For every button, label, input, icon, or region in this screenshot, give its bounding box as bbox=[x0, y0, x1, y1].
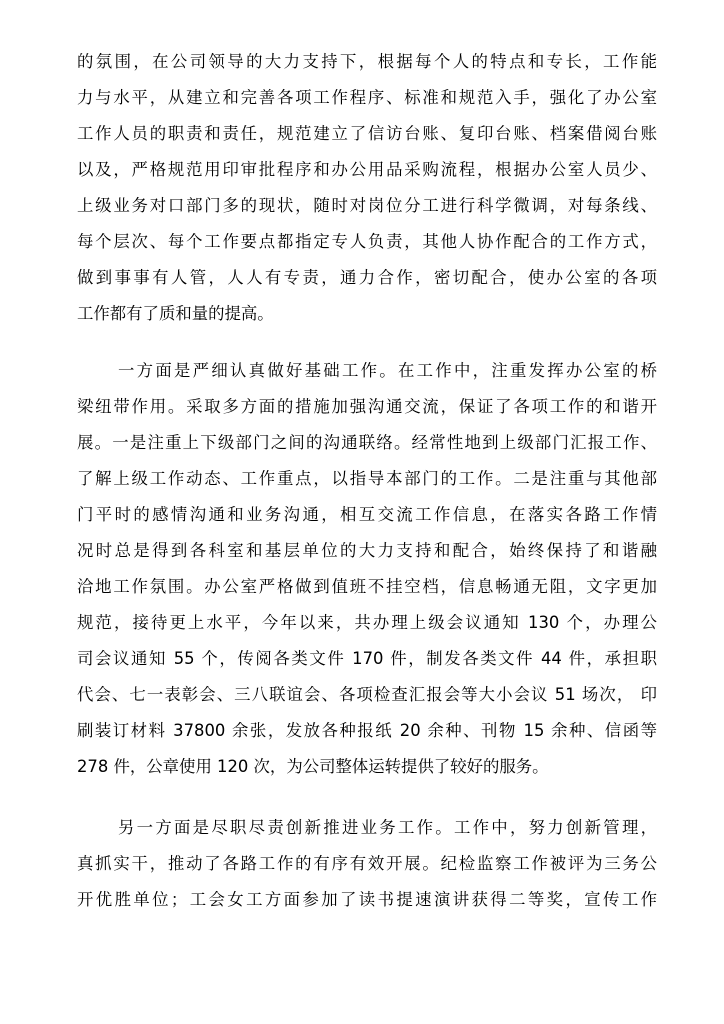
paragraph-line: 刷装订材料 37800 余张，发放各种报纸 20 余种、刊物 15 余种、信函等 bbox=[77, 721, 657, 740]
paragraph-line: 另一方面是尽职尽责创新推进业务工作。工作中，努力创新管理， bbox=[118, 818, 657, 837]
paragraph-line: 了解上级工作动态、工作重点，以指导本部门的工作。二是注重与其他部 bbox=[77, 469, 657, 488]
paragraph-line: 规范，接待更上水平，今年以来，共办理上级会议通知 130 个，办理公 bbox=[77, 613, 657, 632]
paragraph-line: 展。一是注重上下级部门之间的沟通联络。经常性地到上级部门汇报工作、 bbox=[77, 433, 657, 452]
paragraph-line: 况时总是得到各科室和基层单位的大力支持和配合，始终保持了和谐融 bbox=[77, 541, 657, 560]
paragraph-line: 以及，严格规范用印审批程序和办公用品采购流程，根据办公室人员少、 bbox=[77, 160, 657, 179]
paragraph-line: 开优胜单位；工会女工方面参加了读书提速演讲获得二等奖，宣传工作 bbox=[77, 890, 657, 909]
paragraph-line: 一方面是严细认真做好基础工作。在工作中，注重发挥办公室的桥 bbox=[118, 361, 657, 380]
paragraph-line: 力与水平，从建立和完善各项工作程序、标准和规范入手，强化了办公室 bbox=[77, 88, 657, 107]
paragraph-line: 门平时的感情沟通和业务沟通，相互交流工作信息，在落实各路工作情 bbox=[77, 505, 657, 524]
paragraph-line: 上级业务对口部门多的现状，随时对岗位分工进行科学微调，对每条线、 bbox=[77, 196, 657, 215]
paragraph-line: 梁纽带作用。采取多方面的措施加强沟通交流，保证了各项工作的和谐开 bbox=[77, 397, 657, 416]
paragraph-line: 做到事事有人管，人人有专责，通力合作，密切配合，使办公室的各项 bbox=[77, 268, 657, 287]
paragraph-line: 278 件，公章使用 120 次，为公司整体运转提供了较好的服务。 bbox=[77, 757, 549, 776]
paragraph-line: 的氛围，在公司领导的大力支持下，根据每个人的特点和专长，工作能 bbox=[77, 52, 657, 71]
paragraph-line: 代会、七一表彰会、三八联谊会、各项检查汇报会等大小会议 51 场次， 印 bbox=[77, 685, 657, 704]
paragraph-line: 每个层次、每个工作要点都指定专人负责，其他人协作配合的工作方式， bbox=[77, 232, 657, 251]
paragraph-line: 洽地工作氛围。办公室严格做到值班不挂空档，信息畅通无阻，文字更加 bbox=[77, 577, 657, 596]
paragraph-line: 司会议通知 55 个，传阅各类文件 170 件，制发各类文件 44 件，承担职 bbox=[77, 649, 657, 668]
paragraph-line: 工作人员的职责和责任，规范建立了信访台账、复印台账、档案借阅台账 bbox=[77, 124, 657, 143]
paragraph-line: 工作都有了质和量的提高。 bbox=[77, 304, 274, 323]
paragraph-line: 真抓实干，推动了各路工作的有序有效开展。纪检监察工作被评为三务公 bbox=[77, 854, 657, 873]
